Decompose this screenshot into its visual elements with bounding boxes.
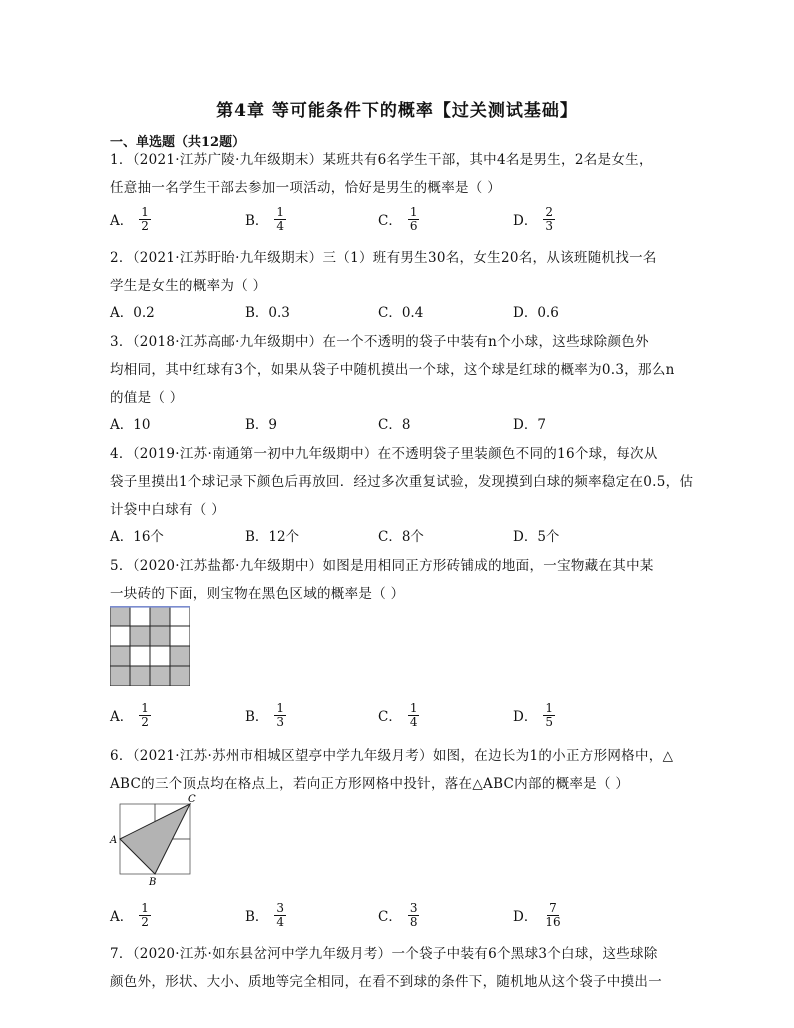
q6-option-b[interactable]: B． $\frac{3}{4}$ — [245, 900, 285, 929]
q5-option-c[interactable]: C． $\frac{1}{4}$ — [378, 700, 418, 729]
fraction: $\frac{1}{2}$ — [141, 700, 149, 729]
q4-option-c[interactable]: C．8个 — [378, 529, 424, 545]
fraction: $\frac{7}{16}$ — [545, 900, 561, 929]
fraction: $\frac{1}{3}$ — [276, 700, 285, 729]
q2-text-line1: 2．（2021·江苏盱眙·九年级期末）三（1）班有男生30名，女生20名，从该班随机找一名 — [110, 250, 657, 266]
q5-option-b[interactable]: B． $\frac{1}{3}$ — [245, 700, 285, 729]
shaded-tile — [110, 606, 130, 626]
q5-options — [110, 700, 710, 730]
vertex-label-b: B — [149, 877, 157, 888]
page-title: 第4章 等可能条件下的概率【过关测试基础】 — [216, 101, 578, 121]
shaded-tile — [150, 606, 170, 626]
q1-option-d[interactable]: D． $\frac{2}{3}$ — [513, 204, 553, 233]
shaded-tile — [130, 666, 150, 686]
shaded-tile — [130, 626, 150, 646]
triangle-grid-diagram — [106, 794, 202, 888]
q1-option-b[interactable]: B． $\frac{1}{4}$ — [245, 204, 285, 233]
fraction: $\frac{2}{3}$ — [545, 204, 553, 233]
q1-text-line1: 1．（2021·江苏广陵·九年级期末）某班共有6名学生干部，其中4名是男生，2名是女生， — [110, 152, 653, 168]
white-tile — [170, 606, 190, 626]
q5-option-a[interactable]: A． $\frac{1}{2}$ — [110, 700, 149, 729]
q5-option-d[interactable]: D． $\frac{1}{5}$ — [513, 700, 553, 729]
q3-option-b[interactable]: B．9 — [245, 417, 278, 433]
q1-option-c[interactable]: C． $\frac{1}{6}$ — [378, 204, 418, 233]
q1-option-a[interactable]: A． $\frac{1}{2}$ — [110, 204, 149, 233]
fraction: $\frac{1}{2}$ — [141, 204, 149, 233]
q5-text-line1: 5．（2020·江苏盐都·九年级期中）如图是用相同正方形砖铺成的地面，一宝物藏在其中某 — [110, 558, 654, 574]
q3-option-a[interactable]: A．10 — [110, 417, 151, 433]
white-tile — [150, 646, 170, 666]
white-tile — [130, 646, 150, 666]
q5-text-line2: 一块砖的下面，则宝物在黑色区域的概率是（ ） — [110, 586, 405, 602]
shaded-tile — [150, 626, 170, 646]
white-tile — [130, 606, 150, 626]
shaded-tile — [150, 666, 170, 686]
q6-text-line1: 6．（2021·江苏·苏州市相城区望亭中学九年级月考）如图，在边长为1的小正方形网格中，△ — [110, 748, 674, 764]
q2-option-a[interactable]: A．0.2 — [110, 305, 155, 321]
q3-option-d[interactable]: D．7 — [513, 417, 546, 433]
q3-text-line2: 均相同，其中红球有3个，如果从袋子中随机摸出一个球，这个球是红球的概率为0.3，那么n — [110, 362, 675, 378]
fraction: $\frac{3}{8}$ — [409, 900, 418, 929]
white-tile — [110, 626, 130, 646]
q2-option-b[interactable]: B．0.3 — [245, 305, 290, 321]
fraction: $\frac{1}{6}$ — [409, 204, 418, 233]
q6-option-d[interactable]: D． $\frac{7}{16}$ — [513, 900, 561, 929]
q3-text-line1: 3．（2018·江苏高邮·九年级期中）在一个不透明的袋子中装有n个小球，这些球除颜色外 — [110, 334, 649, 350]
q2-option-c[interactable]: C．0.4 — [378, 305, 424, 321]
q4-text-line1: 4．（2019·江苏·南通第一初中九年级期中）在不透明袋子里装颜色不同的16个球，每次从 — [110, 446, 658, 462]
q4-text-line2: 袋子里摸出1个球记录下颜色后再放回．经过多次重复试验，发现摸到白球的频率稳定在0.5，估 — [110, 474, 694, 490]
q3-options — [110, 408, 710, 438]
q6-option-c[interactable]: C． $\frac{3}{8}$ — [378, 900, 418, 929]
q3-text-line3: 的值是（ ） — [110, 390, 184, 406]
q4-text-line3: 计袋中白球有（ ） — [110, 502, 225, 518]
shaded-tile — [170, 666, 190, 686]
vertex-label-c: C — [188, 794, 196, 805]
white-tile — [170, 626, 190, 646]
q7-text-line1: 7．（2020·江苏·如东县岔河中学九年级月考）一个袋子中装有6个黑球3个白球，这些球除 — [110, 946, 658, 962]
shaded-tile — [110, 666, 130, 686]
q1-options — [110, 204, 710, 234]
q6-text-line2: ABC的三个顶点均在格点上，若向正方形网格中投针，落在△ABC内部的概率是（ ） — [110, 776, 630, 792]
q6-options — [110, 900, 710, 930]
q4-option-b[interactable]: B．12个 — [245, 529, 300, 545]
q6-option-a[interactable]: A． $\frac{1}{2}$ — [110, 900, 149, 929]
tile-floor-diagram — [110, 606, 190, 686]
fraction: $\frac{1}{4}$ — [409, 700, 418, 729]
q2-option-d[interactable]: D．0.6 — [513, 305, 559, 321]
q1-text-line2: 任意抽一名学生干部去参加一项活动，恰好是男生的概率是（ ） — [110, 180, 501, 196]
q3-option-c[interactable]: C．8 — [378, 417, 411, 433]
shaded-tile — [170, 646, 190, 666]
q4-option-d[interactable]: D．5个 — [513, 529, 560, 545]
q2-text-line2: 学生是女生的概率为（ ） — [110, 278, 267, 294]
fraction: $\frac{3}{4}$ — [276, 900, 285, 929]
section-heading: 一、单选题（共12题） — [110, 135, 246, 150]
q2-options — [110, 296, 710, 326]
fraction: $\frac{1}{5}$ — [545, 700, 553, 729]
vertex-label-a: A — [110, 835, 118, 846]
q4-options — [110, 520, 710, 550]
shaded-tile — [110, 646, 130, 666]
fraction: $\frac{1}{2}$ — [141, 900, 149, 929]
q4-option-a[interactable]: A．16个 — [110, 529, 164, 545]
q7-text-line2: 颜色外，形状、大小、质地等完全相同，在看不到球的条件下，随机地从这个袋子中摸出一 — [110, 974, 662, 990]
fraction: $\frac{1}{4}$ — [276, 204, 285, 233]
